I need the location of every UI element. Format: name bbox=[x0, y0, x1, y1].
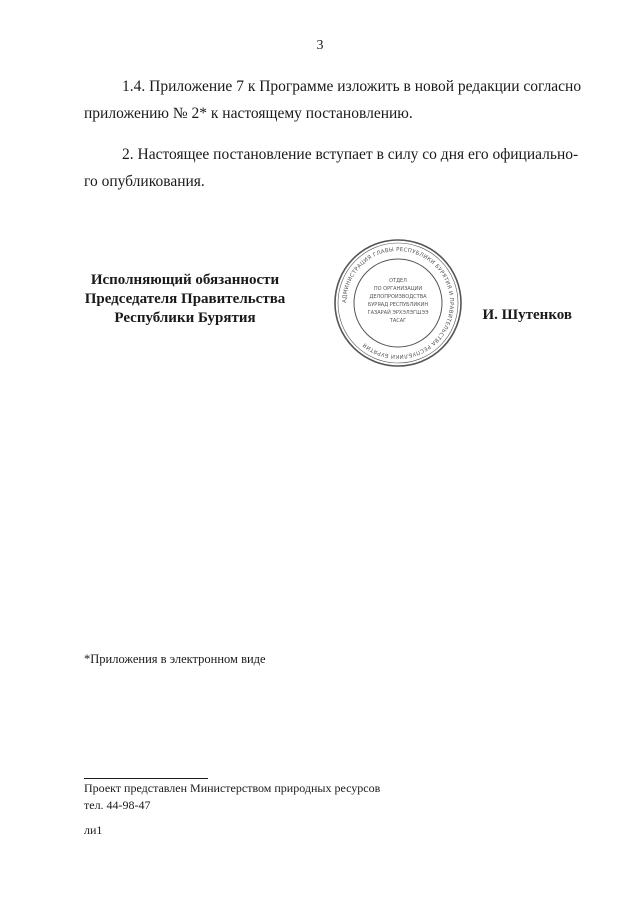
document-code: ли1 bbox=[84, 823, 103, 837]
signatory-title-line-2: Председателя Правительства bbox=[84, 291, 286, 307]
seal-inner-line-6: ТАСАГ bbox=[389, 318, 407, 324]
seal-inner-line-3: ДЕЛОПРОИЗВОДСТВА bbox=[369, 294, 427, 300]
signatory-title-line-3: Республики Бурятия bbox=[114, 310, 256, 326]
paragraph-1 bbox=[84, 73, 582, 127]
footer-divider bbox=[84, 778, 208, 779]
contact-phone: тел. 44-98-47 bbox=[84, 798, 151, 812]
footnote: *Приложения в электронном виде bbox=[84, 652, 266, 666]
seal-inner-line-2: ПО ОРГАНИЗАЦИИ bbox=[373, 286, 423, 292]
seal-inner-line-1: ОТДЕЛ bbox=[389, 278, 407, 284]
paragraph-2-line-2: го опубликования. bbox=[84, 173, 205, 190]
paragraph-2 bbox=[84, 141, 579, 195]
seal-ring-text: АДМИНИСТРАЦИЯ ГЛАВЫ РЕСПУБЛИКИ БУРЯТИЯ И ПРАВИТЕЛЬСТВА РЕСПУБЛИКИ БУРЯТИЯ bbox=[341, 246, 455, 360]
official-seal-stamp bbox=[333, 238, 463, 368]
page-number: 3 bbox=[316, 38, 324, 53]
signatory-title bbox=[70, 271, 300, 328]
seal-inner-line-4: БУРЯАД РЕСПУБЛИКИН bbox=[367, 302, 429, 308]
seal-inner-line-5: ГАЗАРАЙ ЭРХЭЛЭГШЭЭ bbox=[367, 310, 429, 316]
prepared-by-note: Проект представлен Министерством природных ресурсов bbox=[84, 781, 381, 795]
signatory-title-line-1: Исполняющий обязанности bbox=[90, 272, 280, 288]
paragraph-1-line-2: приложению № 2* к настоящему постановлению. bbox=[84, 105, 413, 122]
paragraph-2-line-1: 2. Настоящее постановление вступает в силу со дня его официально- bbox=[122, 146, 579, 163]
paragraph-1-line-1: 1.4. Приложение 7 к Программе изложить в новой редакции согласно bbox=[122, 78, 582, 95]
signatory-name: И. Шутенков bbox=[482, 307, 572, 323]
